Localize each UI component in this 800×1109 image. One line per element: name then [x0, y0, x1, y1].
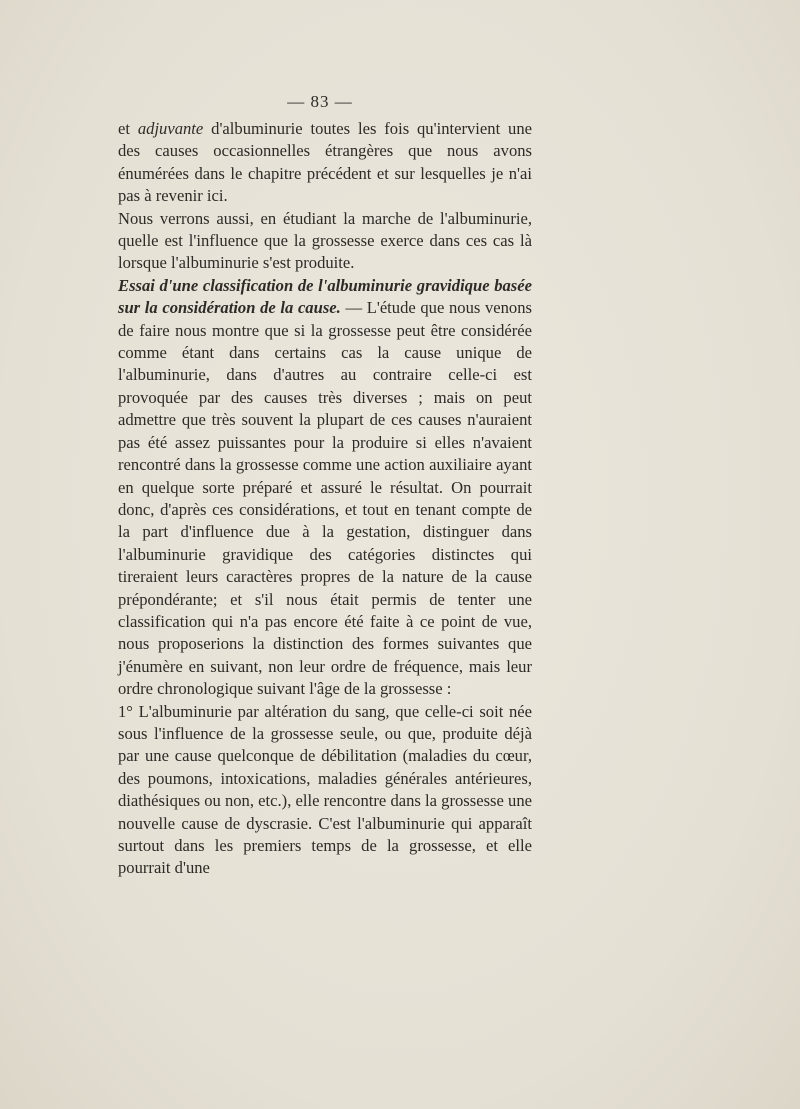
- paragraph-2-text: Nous verrons aussi, en étudiant la marche de l'albuminurie, quelle est l'influence que la grossesse exerce dans ces cas là lorsque l'albuminurie s'est produite.: [118, 208, 532, 273]
- page-number: — 83 —: [287, 92, 353, 111]
- paragraph-1: [118, 118, 532, 208]
- paragraph-3: [118, 275, 532, 701]
- paragraph-4-text: 1° L'albuminurie par altération du sang, que celle-ci soit née sous l'influence de la grossesse seule, ou que, produite déjà par une cause quelconque de débilitation (maladies du cœur, des poumons, intoxications, maladies générales antérieures, diathésiques ou non, etc.), elle rencontre dans la grossesse une nouvelle cause de dyscrasie. C'est l'albuminurie qui apparaît surtout dans les premiers temps de la grossesse, et elle pourrait d'une: [118, 701, 532, 878]
- paragraph-2: [118, 208, 532, 275]
- paragraph-3-text: — L'étude que nous venons de faire nous montre que si la grossesse peut être considérée comme étant dans certains cas la cause unique de l'albuminurie, dans d'autres au contraire celle-ci est provoquée par des causes très diverses ; mais on peut admettre que très souvent la plupart de ces causes n'auraient pas été assez puissantes pour la produire si elles n'avaient rencontré dans la grossesse comme une action auxiliaire ayant en quelque sorte préparé et assuré le résultat. On pourrait donc, d'après ces considérations, et tout en tenant compte de la part d'influence due à la gestation, distinguer dans l'albuminurie gravidique des catégories distinctes qui tireraient leurs caractères propres de la nature de la cause prépondérante; et s'il nous était permis de tenter une classification qui n'a pas encore été faite à ce point de vue, nous proposerions la distinction des formes suivantes que j'énumère en suivant, non leur ordre de fréquence, mais leur ordre chronologique suivant l'âge de la grossesse :: [118, 298, 532, 699]
- paragraph-1-text: d'albuminurie toutes les fois qu'intervient une des causes occasionnelles étrangères que nous avons énumérées dans le chapitre précédent et sur lesquelles je n'ai pas à revenir ici.: [118, 119, 533, 206]
- paragraph-1-lead: et: [118, 119, 138, 138]
- section-title: Essai d'une classification de l'albuminurie gravidique basée sur la considération de la cause.: [118, 275, 532, 318]
- paragraph-4: [118, 701, 532, 880]
- body-text: [118, 118, 532, 880]
- paragraph-1-italic-word: adjuvante: [137, 119, 204, 138]
